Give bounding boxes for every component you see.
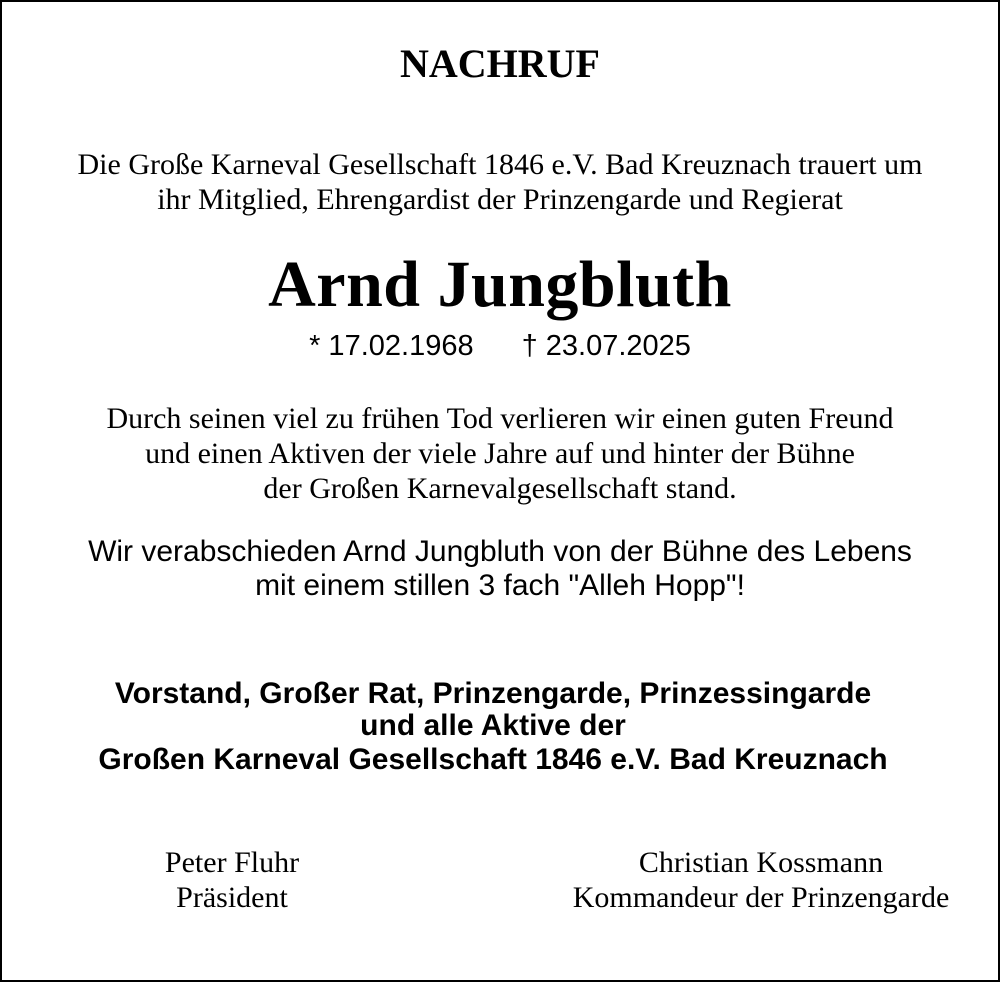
life-dates — [2, 332, 998, 361]
farewell-line-1: Wir verabschieden Arnd Jungbluth von der Bühne des Lebens — [88, 535, 912, 568]
body-line-1: Durch seinen viel zu frühen Tod verlieren wir einen guten Freund — [106, 402, 894, 435]
body-line-3: der Großen Karnevalgesellschaft stand. — [263, 472, 737, 505]
signatory-1-role: Präsident — [176, 881, 288, 914]
signatory-2-role: Kommandeur der Prinzengarde — [572, 881, 950, 914]
intro-line-2: ihr Mitglied, Ehrengardist der Prinzengarde und Regierat — [157, 183, 843, 216]
deceased-name: Arnd Jungbluth — [268, 248, 732, 321]
notice-heading: NACHRUF — [400, 41, 600, 86]
death-date: † 23.07.2025 — [521, 330, 691, 362]
farewell-line-2: mit einem stillen 3 fach "Alleh Hopp"! — [255, 569, 745, 602]
birth-date: * 17.02.1968 — [309, 330, 474, 362]
signoff-line-2: und alle Aktive der — [360, 709, 626, 742]
signatory-1-name: Peter Fluhr — [164, 846, 300, 879]
signatory-2-name: Christian Kossmann — [638, 846, 884, 879]
signoff-line-1: Vorstand, Großer Rat, Prinzengarde, Prinzessingarde — [114, 677, 872, 710]
signoff-line-3: Großen Karneval Gesellschaft 1846 e.V. Bad Kreuznach — [98, 743, 888, 776]
intro-line-1: Die Große Karneval Gesellschaft 1846 e.V. Bad Kreuznach trauert um — [77, 148, 923, 181]
body-line-2: und einen Aktiven der viele Jahre auf und hinter der Bühne — [145, 437, 855, 470]
